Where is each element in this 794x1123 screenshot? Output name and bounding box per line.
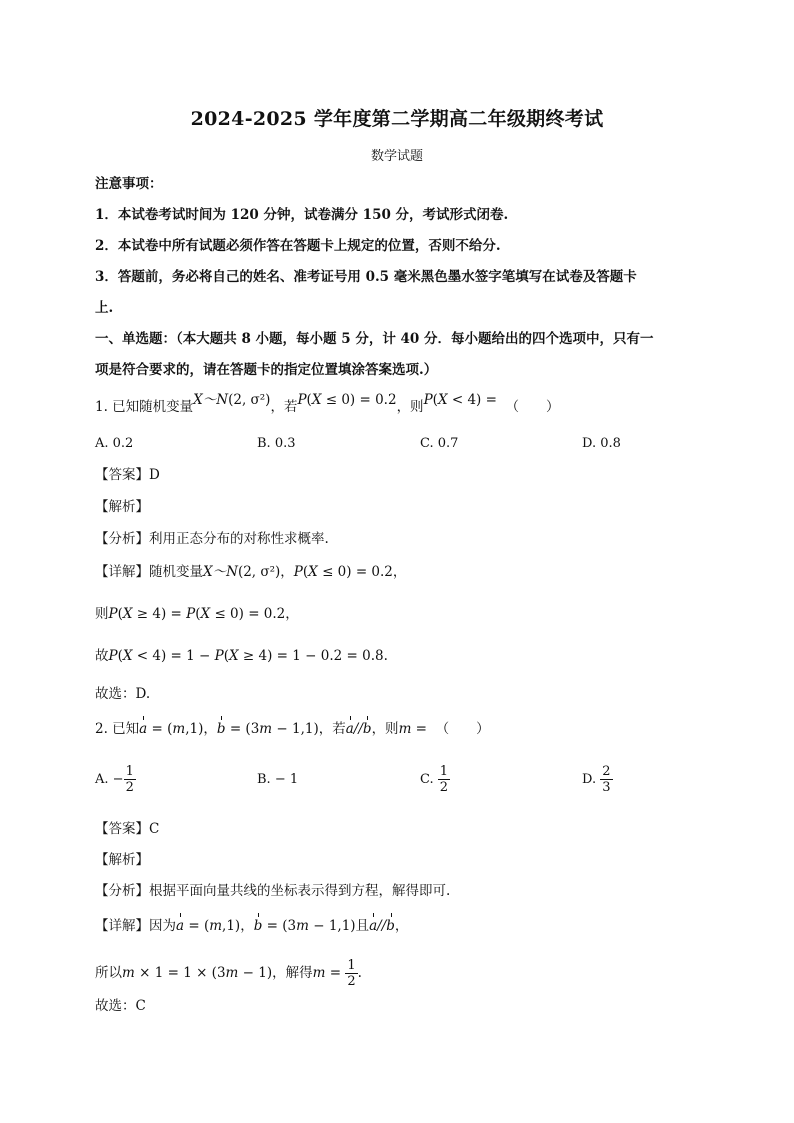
page-title: 2024-2025 学年度第二学期高二年级期终考试: [190, 108, 604, 130]
q2-step: 所以m × 1 = 1 × (3m − 1)，解得m = $\frac{1}{2}$ .: [95, 958, 362, 989]
notice-item-2: 2．本试卷中所有试题必须作答在答题卡上规定的位置，否则不给分.: [95, 238, 501, 254]
q2-xiangjie: 【详解】因为a = (m,1)，b = (3m − 1,1)且a//b，: [95, 918, 409, 934]
q1-analysis: 【解析】: [95, 499, 149, 515]
q2-option-a-frac: $\frac{1}{2}$: [125, 764, 134, 795]
q2-result-frac: $\frac{1}{2}$: [347, 958, 356, 989]
notice-item-3-cont: 上.: [95, 300, 114, 316]
notice-heading: 注意事项：: [95, 176, 163, 192]
q2-answer: 【答案】C: [95, 821, 160, 837]
q1-option-a: A. 0.2: [95, 436, 134, 451]
q1-stem: 1. 已知随机变量X～N(2, σ²)，若P(X ≤ 0) = 0.2，则P(X < 4) = （ ）: [95, 392, 560, 415]
q2-stem: 2. 已知a = (m,1)，b = (3m − 1,1)，若a//b，则m = （ ）: [95, 721, 490, 737]
q1-dist: X～N(2, σ²): [193, 392, 271, 408]
q1-answer: 【答案】D: [95, 467, 160, 483]
q1-option-b: B. 0.3: [257, 436, 296, 451]
q1-fenxi: 【分析】利用正态分布的对称性求概率.: [95, 531, 329, 547]
q2-fenxi: 【分析】根据平面向量共线的坐标表示得到方程，解得即可.: [95, 883, 451, 899]
q1-target: P(X < 4) =: [423, 392, 497, 408]
q1-choose: 故选：D.: [95, 686, 151, 702]
q1-option-d: D. 0.8: [582, 436, 621, 451]
q1-step-1: 则P(X ≥ 4) = P(X ≤ 0) = 0.2，: [95, 606, 299, 622]
q2-option-a: A. − $\frac{1}{2}$: [95, 764, 134, 795]
q1-xiangjie: 【详解】随机变量X～N(2, σ²)，P(X ≤ 0) = 0.2，: [95, 564, 407, 580]
q2-option-c-frac: $\frac{1}{2}$: [439, 764, 449, 795]
q2-option-b: B. − 1: [257, 772, 299, 787]
q2-choose: 故选：C: [95, 998, 146, 1014]
notice-item-3: 3．答题前，务必将自己的姓名、准考证号用 0.5 毫米黑色墨水签字笔填写在试卷及答题卡: [95, 269, 637, 285]
section-heading-line1: 一、单选题：（本大题共 8 小题，每小题 5 分，计 40 分．每小题给出的四个选项中，只有一: [95, 331, 654, 347]
q2-analysis: 【解析】: [95, 852, 149, 868]
section-heading-line2: 项是符合要求的，请在答题卡的指定位置填涂答案选项.）: [95, 362, 438, 378]
q1-option-c: C. 0.7: [420, 436, 459, 451]
q2-option-d: D. $\frac{2}{3}$: [582, 764, 611, 795]
q2-option-d-frac: $\frac{2}{3}$: [602, 764, 611, 795]
notice-item-1: 1．本试卷考试时间为 120 分钟，试卷满分 150 分，考试形式闭卷.: [95, 207, 509, 223]
q1-given: P(X ≤ 0) = 0.2: [297, 392, 397, 408]
q1-step-2: 故P(X < 4) = 1 − P(X ≥ 4) = 1 − 0.2 = 0.8.: [95, 648, 388, 664]
q2-option-c: C. $\frac{1}{2}$: [420, 764, 449, 795]
page-subtitle: 数学试题: [370, 149, 423, 164]
